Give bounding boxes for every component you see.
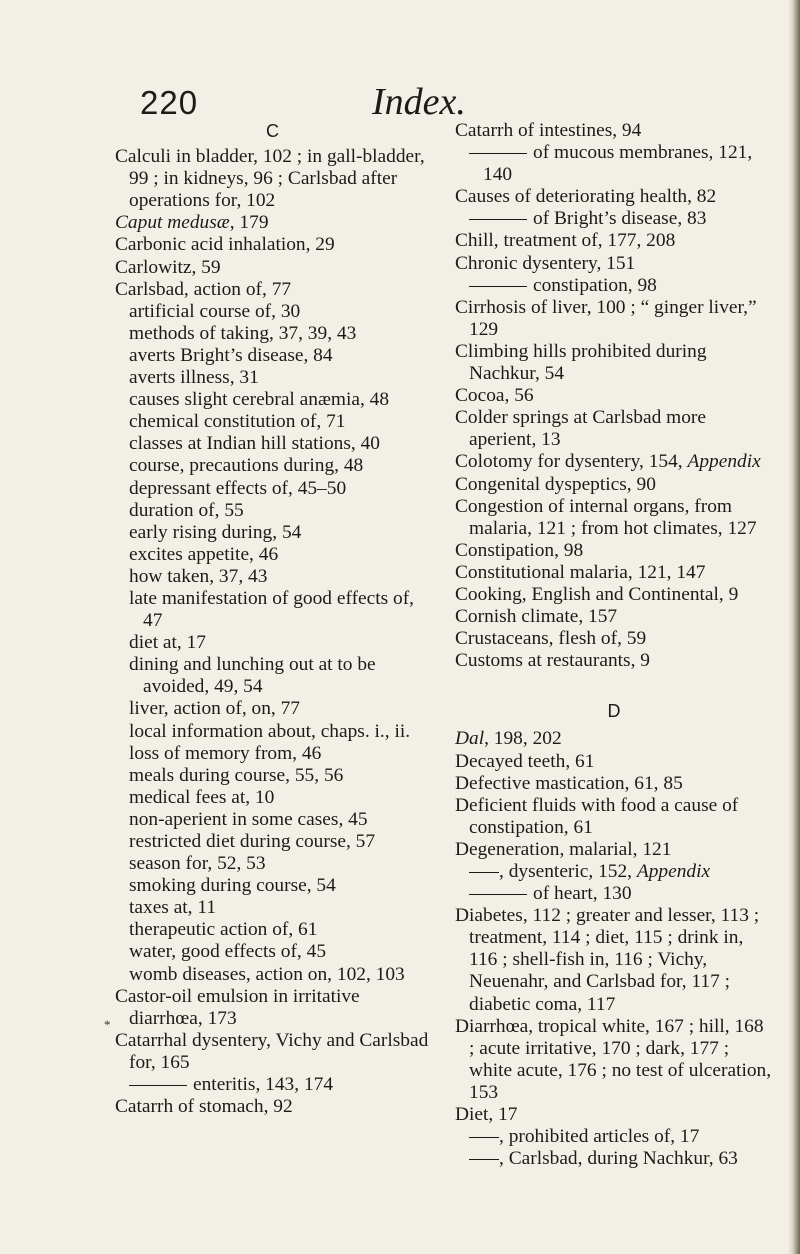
index-entry: Chill, treatment of, 177, 208 (455, 230, 676, 252)
index-subentry: artificial course of, 30 (129, 300, 301, 322)
index-entry: Customs at restaurants, 9 (455, 650, 650, 672)
index-subentry: local information about, chaps. i., ii. (129, 720, 411, 742)
index-subentry: early rising during, 54 (129, 521, 302, 543)
index-subentry: water, good effects of, 45 (129, 941, 327, 963)
index-subentry: loss of memory from, 46 (129, 742, 322, 764)
index-entry: Crustaceans, flesh of, 59 (455, 628, 647, 650)
index-subentry: how taken, 37, 43 (129, 565, 268, 587)
margin-mark: * (104, 1017, 111, 1032)
index-entry: Cooking, English and Continental, 9 (455, 583, 739, 605)
index-subentry: , Carlsbad, during Nachkur, 63 (455, 1148, 773, 1170)
index-entry: Carlowitz, 59 (115, 256, 221, 278)
index-entry: Catarrh of stomach, 92 (115, 1096, 293, 1118)
index-subentry: averts illness, 31 (129, 367, 259, 389)
index-column-left (115, 120, 430, 1118)
index-subentry: medical fees at, 10 (129, 786, 275, 808)
index-subentry: womb diseases, action on, 102, 103 (129, 963, 405, 985)
index-entry: Calculi in bladder, 102 ; in gall-bladder, 99 ; in kidneys, 96 ; Carlsbad after operations for, 102 (115, 146, 425, 212)
index-subentry: averts Bright’s disease, 84 (129, 344, 333, 366)
index-entry: Carlsbad, action of, 77 (115, 278, 292, 300)
index-entry: Defective mastication, 61, 85 (455, 772, 683, 794)
index-subentry: of mucous membranes, 121, 140 (455, 142, 773, 186)
index-subentry: therapeutic action of, 61 (129, 919, 318, 941)
index-subentry: enteritis, 143, 174 (115, 1074, 430, 1096)
index-entry: Cirrhosis of liver, 100 ; “ ginger liver,” 129 (455, 296, 757, 340)
index-subentry: causes slight cerebral anæmia, 48 (129, 389, 390, 411)
index-subentry: classes at Indian hill stations, 40 (129, 433, 380, 455)
index-entry: Degeneration, malarial, 121 (455, 838, 672, 860)
index-subentry: methods of taking, 37, 39, 43 (129, 322, 357, 344)
index-subentry: late manifestation of good effects of, 47 (129, 587, 415, 632)
left-entry-list (115, 146, 430, 1118)
index-subentry: meals during course, 55, 56 (129, 764, 344, 786)
index-entry: Congenital dyspeptics, 90 (455, 473, 656, 495)
index-subentry: diet at, 17 (129, 632, 207, 654)
index-entry: Constipation, 98 (455, 539, 584, 561)
index-entry: Causes of deteriorating health, 82 (455, 186, 717, 208)
index-entry: Cornish climate, 157 (455, 606, 618, 628)
index-subentry: course, precautions during, 48 (129, 455, 364, 477)
index-entry: Congestion of internal organs, from malaria, 121 ; from hot climates, 127 (455, 495, 757, 539)
index-subentry: taxes at, 11 (129, 897, 217, 919)
index-subentry: , prohibited articles of, 17 (455, 1126, 773, 1148)
index-entry: Catarrh of intestines, 94 (455, 120, 642, 141)
index-entry: Decayed teeth, 61 (455, 750, 595, 772)
page-number: 220 (140, 84, 199, 121)
index-subentry: of Bright’s disease, 83 (455, 208, 773, 230)
right-entry-list-c (455, 120, 773, 672)
index-entry: Castor-oil emulsion in irritative diarrhœa, 173 (115, 985, 360, 1029)
section-letter-d: D (607, 701, 621, 722)
index-subentry: dining and lunching out at to be avoided, 49, 54 (129, 654, 376, 698)
index-entry: Deficient fluids with food a cause of constipation, 61 (455, 794, 739, 838)
index-entry: Cocoa, 56 (455, 385, 534, 407)
index-subentry: smoking during course, 54 (129, 875, 336, 897)
index-entry: Dal, 198, 202 (455, 728, 562, 750)
index-subentry: non-aperient in some cases, 45 (129, 808, 368, 830)
index-column-right (455, 120, 773, 1170)
index-entry: Colotomy for dysentery, 154, Appendix (455, 451, 761, 473)
index-subentry: depressant effects of, 45–50 (129, 477, 347, 499)
index-subentry: chemical constitution of, 71 (129, 411, 346, 433)
running-title: Index. (372, 81, 466, 123)
index-entry: Chronic dysentery, 151 (455, 252, 636, 274)
index-entry: Catarrhal dysentery, Vichy and Carlsbad for, 165 (115, 1029, 429, 1073)
index-entry: Carbonic acid inhalation, 29 (115, 234, 335, 256)
index-entry: Caput medusæ, 179 (115, 212, 269, 234)
index-subentry: of heart, 130 (455, 883, 773, 905)
section-letter-c: C (266, 121, 279, 141)
index-entry: Diabetes, 112 ; greater and lesser, 113 ; treatment, 114 ; diet, 115 ; drink in, 116 ; shell-fish in, 116 ; Vichy, Neuenahr, and Carlsbad for, 117 ; diabetic coma, 117 (455, 905, 760, 1015)
index-subentry: constipation, 98 (455, 275, 773, 297)
page-edge-shadow (788, 0, 800, 1254)
index-subentry: , dysenteric, 152, Appendix (455, 861, 773, 883)
index-entry: Colder springs at Carlsbad more aperient, 13 (455, 407, 706, 451)
index-subentry: liver, action of, on, 77 (129, 698, 301, 720)
index-subentry: season for, 52, 53 (129, 853, 266, 875)
index-subentry: restricted diet during course, 57 (129, 831, 376, 852)
index-entry: Diarrhœa, tropical white, 167 ; hill, 168 ; acute irritative, 170 ; dark, 177 ; white acute, 176 ; no test of ulceration, 153 (455, 1015, 772, 1103)
index-entry: Climbing hills prohibited during Nachkur, 54 (455, 340, 707, 385)
index-subentry: excites appetite, 46 (129, 543, 279, 565)
index-entry: Diet, 17 (455, 1104, 518, 1126)
index-subentry: duration of, 55 (129, 499, 244, 521)
right-entry-list-d (455, 728, 773, 1170)
index-entry: Constitutional malaria, 121, 147 (455, 561, 706, 583)
